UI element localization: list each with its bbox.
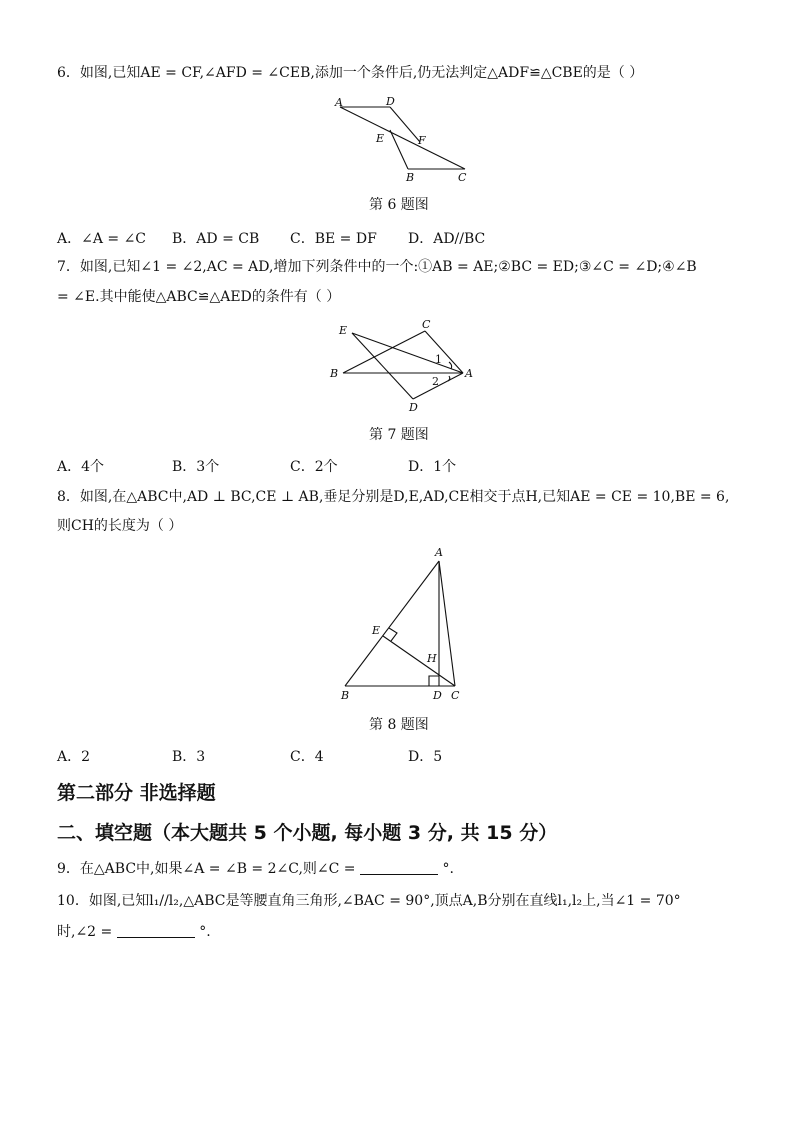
- q10-line2: [57, 923, 211, 941]
- q6-figure: [330, 92, 475, 184]
- q7-figure: [325, 315, 475, 417]
- q8-caption: 第 8 题图: [369, 717, 429, 733]
- q7-label-d: D: [409, 401, 418, 414]
- q7-option-b: B．3个: [172, 459, 220, 475]
- q8-stem-line1: 8．如图,在△ABC中,AD ⊥ BC,CE ⊥ AB,垂足分别是D,E,AD,CE相交于点H,已知AE = CE = 10,BE = 6,: [57, 489, 730, 505]
- q8-label-h: H: [427, 652, 437, 665]
- q6-label-d: D: [386, 95, 395, 108]
- q8-figure: [335, 543, 465, 705]
- q8-option-c: C．4: [290, 749, 324, 765]
- q7-option-d: D．1个: [408, 459, 457, 475]
- q8-option-a: A．2: [57, 749, 91, 765]
- q7-label-c: C: [422, 318, 431, 331]
- q6-label-b: B: [406, 171, 415, 184]
- q8-label-d: D: [433, 689, 442, 702]
- q6-label-c: C: [458, 171, 467, 184]
- q6-stem: 6．如图,已知AE = CF,∠AFD = ∠CEB,添加一个条件后,仍无法判定△ADF≌△CBE的是（ ）: [57, 65, 644, 81]
- q6-option-d: D．AD//BC: [408, 231, 486, 247]
- q8-label-a: A: [435, 546, 443, 559]
- q7-label-a: A: [465, 367, 473, 380]
- q9-unit: °.: [442, 861, 454, 877]
- q8-label-c: C: [451, 689, 460, 702]
- q7-caption: 第 7 题图: [369, 427, 429, 443]
- part-two-heading: 第二部分 非选择题: [57, 782, 216, 804]
- section-two-heading: 二、填空题（本大题共 5 个小题, 每小题 3 分, 共 15 分）: [57, 822, 558, 844]
- q9-line: [57, 860, 454, 878]
- q6-label-f: F: [418, 134, 426, 147]
- q6-caption: 第 6 题图: [369, 197, 429, 213]
- q7-option-c: C．2个: [290, 459, 338, 475]
- q10-text: 时,∠2 =: [57, 924, 113, 940]
- q6-option-a: A．∠A = ∠C: [57, 231, 147, 247]
- q6-label-a: A: [335, 96, 343, 109]
- q7-label-e: E: [339, 324, 348, 337]
- q6-option-c: C．BE = DF: [290, 231, 377, 247]
- q7-label-2: 2: [432, 375, 439, 388]
- q8-stem-line2: 则CH的长度为（ ）: [57, 518, 183, 534]
- q10-answer-blank[interactable]: [117, 923, 195, 938]
- q8-label-b: B: [341, 689, 350, 702]
- q9-answer-blank[interactable]: [360, 860, 438, 875]
- q7-label-1: 1: [435, 353, 442, 366]
- q10-unit: °.: [199, 924, 211, 940]
- q7-stem-line2: = ∠E.其中能使△ABC≌△AED的条件有（ ）: [57, 289, 341, 305]
- q8-option-b: B．3: [172, 749, 206, 765]
- q6-option-b: B．AD = CB: [172, 231, 260, 247]
- q6-label-e: E: [376, 132, 385, 145]
- q7-label-b: B: [330, 367, 339, 380]
- q8-label-e: E: [372, 624, 381, 637]
- q7-stem-line1: 7．如图,已知∠1 = ∠2,AC = AD,增加下列条件中的一个:①AB = AE;②BC = ED;③∠C = ∠D;④∠B: [57, 259, 697, 275]
- q8-option-d: D．5: [408, 749, 443, 765]
- q10-line1: 10．如图,已知l₁//l₂,△ABC是等腰直角三角形,∠BAC = 90°,顶点A,B分别在直线l₁,l₂上,当∠1 = 70°: [57, 893, 681, 909]
- q9-text: 9．在△ABC中,如果∠A = ∠B = 2∠C,则∠C =: [57, 861, 356, 877]
- q7-option-a: A．4个: [57, 459, 105, 475]
